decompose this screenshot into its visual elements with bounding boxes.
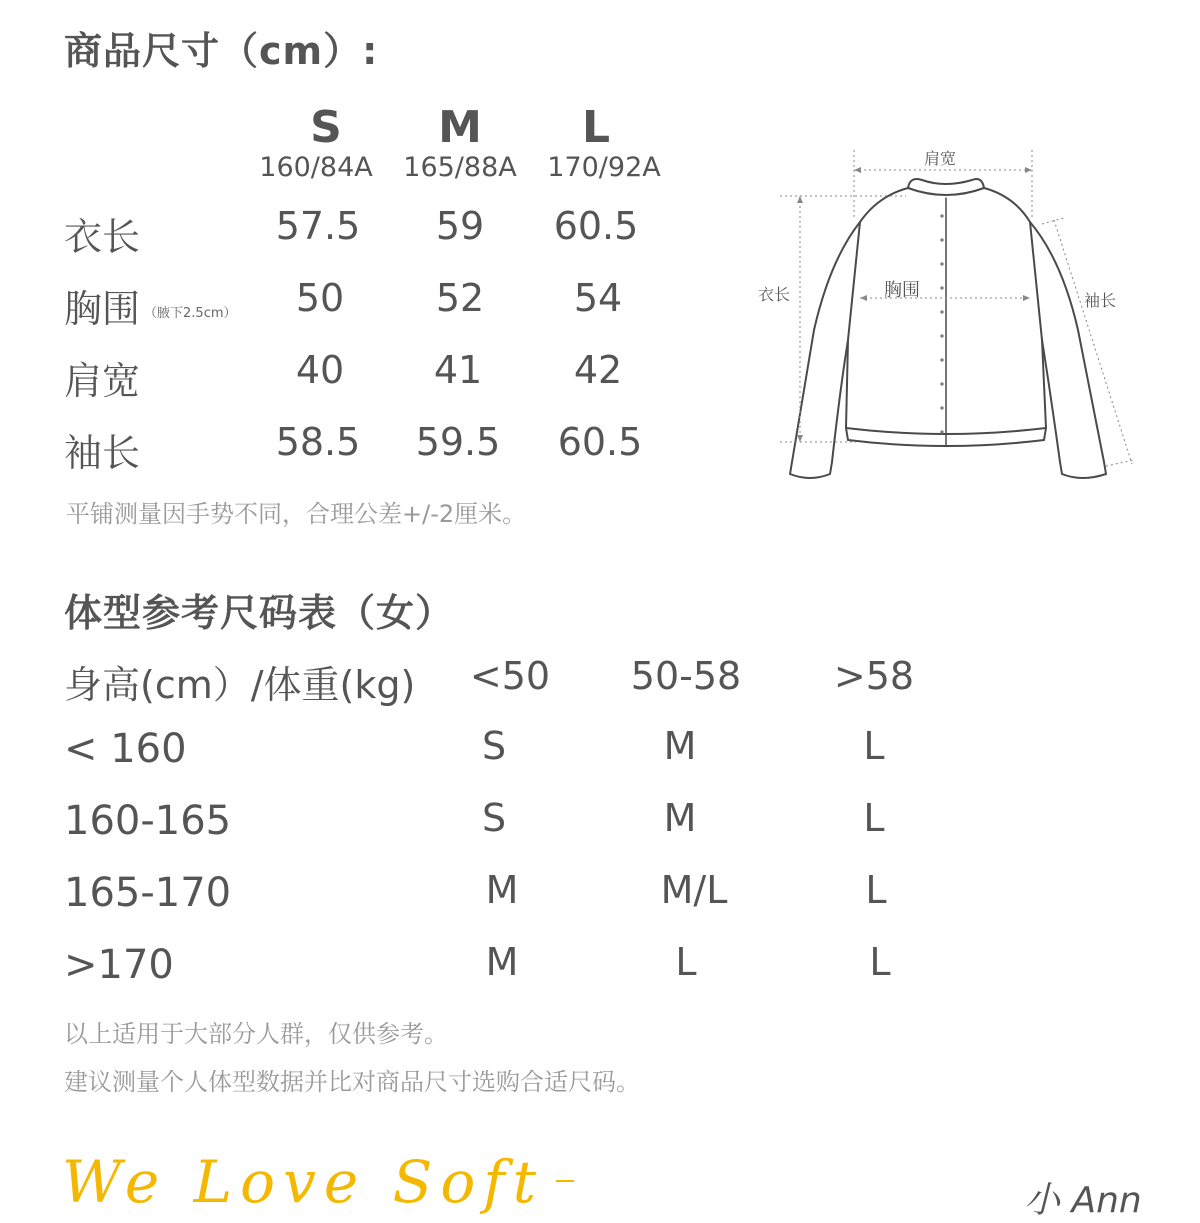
weight-header-3: >58 [833, 654, 915, 698]
dimension-arrows [797, 167, 1032, 442]
weight-header-2: 50-58 [630, 654, 742, 698]
cell-length-m: 59 [435, 204, 485, 248]
cell-shoulder-m: 41 [433, 348, 483, 392]
ref-cell-3-2: M/L [660, 868, 728, 912]
cell-sleeve-l: 60.5 [557, 420, 643, 464]
size-spec-m: 165/88A [403, 152, 517, 183]
ref-cell-2-3: L [863, 796, 885, 840]
diagram-label-length: 衣长 [758, 285, 791, 304]
ref-cell-4-1: M [485, 940, 519, 984]
ref-cell-4-2: L [675, 940, 697, 984]
diagram-label-sleeve: 袖长 [1084, 291, 1117, 310]
jacket-outline [790, 179, 1106, 478]
ref-cell-2-1: S [481, 796, 507, 840]
height-row-1: < 160 [64, 726, 187, 772]
row-label-length: 衣长 [64, 215, 141, 259]
reference-title: 体型参考尺码表（女） [64, 591, 455, 635]
cell-chest-s: 50 [295, 276, 345, 320]
ref-cell-3-1: M [485, 868, 519, 912]
row-label-chest: 胸围 （腋下2.5cm） [64, 287, 237, 331]
reference-note-2: 建议测量个人体型数据并比对商品尺寸选购合适尺码。 [64, 1068, 640, 1096]
brand-logo-text: We Love Soft [62, 1148, 545, 1216]
height-row-4: >170 [64, 942, 174, 988]
size-header-m: M [438, 102, 482, 153]
cell-shoulder-s: 40 [295, 348, 345, 392]
product-size-title: 商品尺寸（cm）: [64, 29, 379, 73]
reference-note-1: 以上适用于大部分人群，仅供参考。 [64, 1020, 448, 1048]
cell-length-l: 60.5 [553, 204, 639, 248]
logo-flourish [556, 1180, 574, 1182]
ref-cell-2-2: M [663, 796, 697, 840]
ref-cell-4-3: L [869, 940, 891, 984]
row-label-sleeve: 袖长 [64, 431, 141, 475]
chest-note: （腋下2.5cm） [144, 306, 237, 321]
author-signature: 小 Ann [1024, 1180, 1142, 1221]
size-header-l: L [581, 102, 611, 153]
ref-cell-3-3: L [865, 868, 887, 912]
cell-chest-m: 52 [435, 276, 485, 320]
row-label-shoulder: 肩宽 [64, 359, 141, 403]
cell-sleeve-s: 58.5 [275, 420, 361, 464]
weight-header-1: <50 [469, 654, 551, 698]
ref-cell-1-3: L [863, 724, 885, 768]
cell-sleeve-m: 59.5 [415, 420, 501, 464]
cell-length-s: 57.5 [275, 204, 361, 248]
tolerance-note: 平铺测量因手势不同，合理公差+/-2厘米。 [66, 500, 527, 528]
height-row-2: 160-165 [64, 798, 232, 844]
height-row-3: 165-170 [64, 870, 232, 916]
ref-cell-1-1: S [481, 724, 507, 768]
size-spec-l: 170/92A [547, 152, 661, 183]
cell-shoulder-l: 42 [573, 348, 623, 392]
diagram-label-chest: 胸围 [884, 280, 920, 301]
cell-chest-l: 54 [573, 276, 623, 320]
placket-buttons [940, 214, 943, 433]
size-header-s: S [310, 102, 342, 153]
reference-header-label: 身高(cm）/体重(kg) [64, 663, 416, 707]
garment-diagram [760, 140, 1160, 500]
ref-cell-1-2: M [663, 724, 697, 768]
diagram-label-shoulder: 肩宽 [924, 149, 957, 168]
dimension-lines [780, 150, 1134, 466]
size-spec-s: 160/84A [259, 152, 373, 183]
